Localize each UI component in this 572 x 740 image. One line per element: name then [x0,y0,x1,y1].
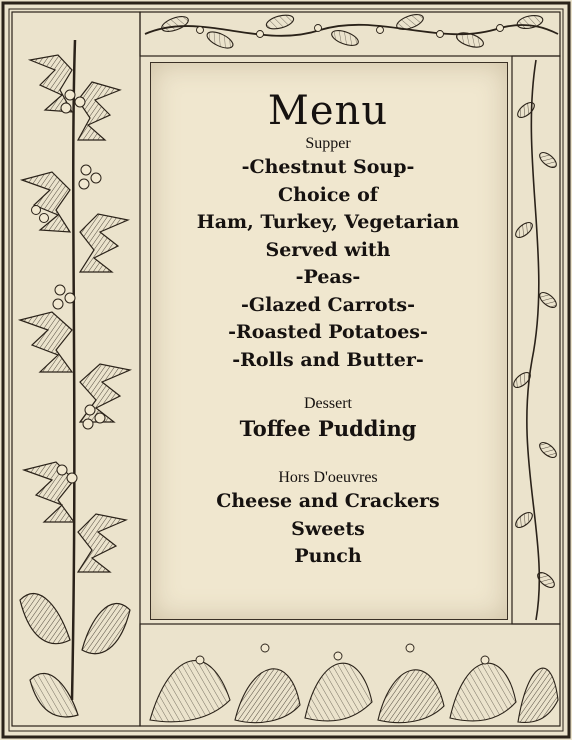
menu-item: Choice of [278,183,378,206]
section-supper [150,134,506,374]
menu-item: Served with [265,238,391,261]
menu-item: -Roasted Potatoes- [228,321,428,343]
menu-item: -Glazed Carrots- [241,293,415,316]
holly-leaves-icon [20,40,130,717]
holly-berries-icon [32,90,106,483]
menu-item: Sweets [291,517,365,540]
menu-item: -Rolls and Butter- [232,348,424,371]
section-dessert [150,394,506,444]
section-heading: Dessert [304,395,352,412]
menu-item: Ham, Turkey, Vegetarian [196,211,460,233]
menu-item: -Chestnut Soup- [241,156,415,178]
menu-title: Menu [267,88,389,134]
menu-item: Punch [294,545,362,567]
menu-item: Toffee Pudding [239,416,417,441]
section-heading: Supper [305,135,351,152]
menu-item: Cheese and Crackers [216,490,440,512]
menu-item: -Peas- [295,266,361,288]
mistletoe-icon [145,12,558,52]
menu-content [150,88,506,571]
section-heading: Hors D'oeuvres [278,469,378,486]
section-hors-doeuvres [150,468,506,571]
